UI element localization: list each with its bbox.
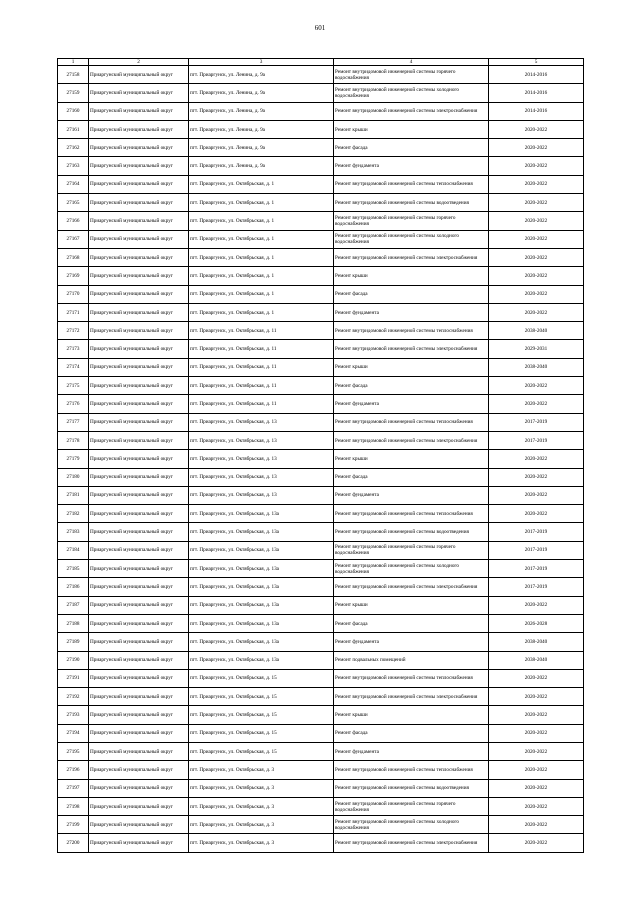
address-cell: пгт. Приаргунск, ул. Октябрьская, д. 15	[189, 688, 334, 706]
work-type-cell: Ремонт внутридомовой инженерной системы электроснабжения	[334, 102, 489, 120]
address-cell: пгт. Приаргунск, ул. Октябрьская, д. 3	[189, 816, 334, 834]
address-cell: пгт. Приаргунск, ул. Октябрьская, д. 1	[189, 303, 334, 321]
table-row	[58, 194, 584, 212]
address-cell: пгт. Приаргунск, ул. Октябрьская, д. 13а	[189, 633, 334, 651]
work-type-cell: Ремонт внутридомовой инженерной системы холодного водоснабжения	[334, 816, 489, 834]
table-row	[58, 157, 584, 175]
row-number-cell: 27167	[58, 230, 89, 248]
column-header-5: 5	[489, 59, 584, 66]
row-number-cell: 27177	[58, 413, 89, 431]
row-number-cell: 27193	[58, 706, 89, 724]
row-number-cell: 27184	[58, 541, 89, 559]
work-type-cell: Ремонт подвальных помещений	[334, 651, 489, 669]
row-number-cell: 27183	[58, 523, 89, 541]
address-cell: пгт. Приаргунск, ул. Октябрьская, д. 3	[189, 797, 334, 815]
table-row	[58, 742, 584, 760]
work-type-cell: Ремонт внутридомовой инженерной системы электроснабжения	[334, 578, 489, 596]
table-header-row	[58, 59, 584, 66]
period-cell: 2020-2022	[489, 505, 584, 523]
period-cell: 2020-2022	[489, 212, 584, 230]
municipality-cell: Приаргунский муниципальный округ	[89, 797, 189, 815]
municipality-cell: Приаргунский муниципальный округ	[89, 761, 189, 779]
work-type-cell: Ремонт внутридомовой инженерной системы теплоснабжения	[334, 505, 489, 523]
municipality-cell: Приаргунский муниципальный округ	[89, 523, 189, 541]
row-number-cell: 27185	[58, 560, 89, 578]
period-cell: 2020-2022	[489, 834, 584, 852]
row-number-cell: 27199	[58, 816, 89, 834]
period-cell: 2020-2022	[489, 742, 584, 760]
row-number-cell: 27194	[58, 724, 89, 742]
work-type-cell: Ремонт фундамента	[334, 486, 489, 504]
column-header-2: 2	[89, 59, 189, 66]
municipality-cell: Приаргунский муниципальный округ	[89, 212, 189, 230]
work-type-cell: Ремонт внутридомовой инженерной системы теплоснабжения	[334, 413, 489, 431]
work-type-cell: Ремонт внутридомовой инженерной системы холодного водоснабжения	[334, 84, 489, 102]
work-type-cell: Ремонт внутридомовой инженерной системы теплоснабжения	[334, 322, 489, 340]
row-number-cell: 27178	[58, 431, 89, 449]
work-type-cell: Ремонт фундамента	[334, 742, 489, 760]
table-row	[58, 267, 584, 285]
address-cell: пгт. Приаргунск, ул. Октябрьская, д. 13а	[189, 560, 334, 578]
period-cell: 2020-2022	[489, 596, 584, 614]
work-type-cell: Ремонт внутридомовой инженерной системы теплоснабжения	[334, 175, 489, 193]
row-number-cell: 27197	[58, 779, 89, 797]
work-type-cell: Ремонт фасада	[334, 377, 489, 395]
table-row	[58, 303, 584, 321]
period-cell: 2017-2019	[489, 413, 584, 431]
address-cell: пгт. Приаргунск, ул. Октябрьская, д. 13	[189, 468, 334, 486]
table-row	[58, 120, 584, 138]
period-cell: 2020-2022	[489, 761, 584, 779]
municipality-cell: Приаргунский муниципальный округ	[89, 560, 189, 578]
table-row	[58, 322, 584, 340]
work-type-cell: Ремонт внутридомовой инженерной системы горячего водоснабжения	[334, 541, 489, 559]
row-number-cell: 27169	[58, 267, 89, 285]
municipality-cell: Приаргунский муниципальный округ	[89, 486, 189, 504]
municipality-cell: Приаргунский муниципальный округ	[89, 157, 189, 175]
row-number-cell: 27173	[58, 340, 89, 358]
address-cell: пгт. Приаргунск, ул. Ленина, д. 9а	[189, 102, 334, 120]
table-row	[58, 706, 584, 724]
row-number-cell: 27175	[58, 377, 89, 395]
work-type-cell: Ремонт фасада	[334, 614, 489, 632]
address-cell: пгт. Приаргунск, ул. Октябрьская, д. 1	[189, 175, 334, 193]
municipality-cell: Приаргунский муниципальный округ	[89, 84, 189, 102]
table-row	[58, 633, 584, 651]
municipality-cell: Приаргунский муниципальный округ	[89, 413, 189, 431]
row-number-cell: 27164	[58, 175, 89, 193]
table-row	[58, 816, 584, 834]
row-number-cell: 27195	[58, 742, 89, 760]
address-cell: пгт. Приаргунск, ул. Октябрьская, д. 15	[189, 706, 334, 724]
municipality-cell: Приаргунский муниципальный округ	[89, 358, 189, 376]
row-number-cell: 27182	[58, 505, 89, 523]
row-number-cell: 27187	[58, 596, 89, 614]
work-type-cell: Ремонт внутридомовой инженерной системы электроснабжения	[334, 431, 489, 449]
row-number-cell: 27162	[58, 139, 89, 157]
row-number-cell: 27191	[58, 669, 89, 687]
work-type-cell: Ремонт внутридомовой инженерной системы электроснабжения	[334, 834, 489, 852]
address-cell: пгт. Приаргунск, ул. Октябрьская, д. 13а	[189, 505, 334, 523]
period-cell: 2038-2040	[489, 651, 584, 669]
column-header-4: 4	[334, 59, 489, 66]
work-type-cell: Ремонт крыши	[334, 596, 489, 614]
period-cell: 2020-2022	[489, 706, 584, 724]
table-row	[58, 724, 584, 742]
period-cell: 2020-2022	[489, 669, 584, 687]
address-cell: пгт. Приаргунск, ул. Октябрьская, д. 11	[189, 340, 334, 358]
period-cell: 2017-2019	[489, 578, 584, 596]
period-cell: 2020-2022	[489, 779, 584, 797]
table-row	[58, 395, 584, 413]
work-type-cell: Ремонт внутридомовой инженерной системы горячего водоснабжения	[334, 797, 489, 815]
table-row	[58, 84, 584, 102]
row-number-cell: 27170	[58, 285, 89, 303]
period-cell: 2020-2022	[489, 724, 584, 742]
table-row	[58, 779, 584, 797]
row-number-cell: 27192	[58, 688, 89, 706]
table-row	[58, 541, 584, 559]
work-type-cell: Ремонт внутридомовой инженерной системы холодного водоснабжения	[334, 230, 489, 248]
period-cell: 2020-2022	[489, 194, 584, 212]
municipality-cell: Приаргунский муниципальный округ	[89, 66, 189, 84]
work-type-cell: Ремонт внутридомовой инженерной системы водоотведения	[334, 523, 489, 541]
municipality-cell: Приаргунский муниципальный округ	[89, 139, 189, 157]
row-number-cell: 27176	[58, 395, 89, 413]
municipality-cell: Приаргунский муниципальный округ	[89, 468, 189, 486]
period-cell: 2029-2031	[489, 340, 584, 358]
municipality-cell: Приаргунский муниципальный округ	[89, 248, 189, 266]
row-number-cell: 27181	[58, 486, 89, 504]
work-type-cell: Ремонт фундамента	[334, 633, 489, 651]
period-cell: 2020-2022	[489, 486, 584, 504]
table-row	[58, 212, 584, 230]
municipality-cell: Приаргунский муниципальный округ	[89, 267, 189, 285]
period-cell: 2020-2022	[489, 230, 584, 248]
period-cell: 2017-2019	[489, 431, 584, 449]
address-cell: пгт. Приаргунск, ул. Октябрьская, д. 13а	[189, 578, 334, 596]
municipality-cell: Приаргунский муниципальный округ	[89, 541, 189, 559]
table-row	[58, 175, 584, 193]
address-cell: пгт. Приаргунск, ул. Октябрьская, д. 1	[189, 267, 334, 285]
work-type-cell: Ремонт внутридомовой инженерной системы электроснабжения	[334, 688, 489, 706]
work-type-cell: Ремонт внутридомовой инженерной системы электроснабжения	[334, 248, 489, 266]
table-row	[58, 139, 584, 157]
municipality-cell: Приаргунский муниципальный округ	[89, 706, 189, 724]
period-cell: 2020-2022	[489, 285, 584, 303]
work-type-cell: Ремонт фасада	[334, 724, 489, 742]
table-row	[58, 102, 584, 120]
work-type-cell: Ремонт фасада	[334, 139, 489, 157]
municipality-cell: Приаргунский муниципальный округ	[89, 724, 189, 742]
work-type-cell: Ремонт внутридомовой инженерной системы водоотведения	[334, 779, 489, 797]
table-row	[58, 450, 584, 468]
work-type-cell: Ремонт крыши	[334, 267, 489, 285]
municipality-cell: Приаргунский муниципальный округ	[89, 175, 189, 193]
municipality-cell: Приаргунский муниципальный округ	[89, 669, 189, 687]
period-cell: 2020-2022	[489, 175, 584, 193]
address-cell: пгт. Приаргунск, ул. Октябрьская, д. 13а	[189, 614, 334, 632]
address-cell: пгт. Приаргунск, ул. Октябрьская, д. 15	[189, 669, 334, 687]
municipality-cell: Приаргунский муниципальный округ	[89, 395, 189, 413]
address-cell: пгт. Приаргунск, ул. Октябрьская, д. 15	[189, 742, 334, 760]
table-row	[58, 431, 584, 449]
period-cell: 2020-2022	[489, 395, 584, 413]
municipality-cell: Приаргунский муниципальный округ	[89, 596, 189, 614]
row-number-cell: 27200	[58, 834, 89, 852]
municipality-cell: Приаргунский муниципальный округ	[89, 688, 189, 706]
period-cell: 2020-2022	[489, 157, 584, 175]
municipality-cell: Приаргунский муниципальный округ	[89, 450, 189, 468]
municipality-cell: Приаргунский муниципальный округ	[89, 285, 189, 303]
address-cell: пгт. Приаргунск, ул. Октябрьская, д. 15	[189, 724, 334, 742]
period-cell: 2020-2022	[489, 248, 584, 266]
table-row	[58, 377, 584, 395]
period-cell: 2017-2019	[489, 541, 584, 559]
period-cell: 2038-2040	[489, 322, 584, 340]
table-row	[58, 413, 584, 431]
row-number-cell: 27180	[58, 468, 89, 486]
table-row	[58, 688, 584, 706]
column-header-3: 3	[189, 59, 334, 66]
municipality-cell: Приаргунский муниципальный округ	[89, 742, 189, 760]
table-row	[58, 834, 584, 852]
table-row	[58, 761, 584, 779]
municipality-cell: Приаргунский муниципальный округ	[89, 834, 189, 852]
address-cell: пгт. Приаргунск, ул. Октябрьская, д. 13	[189, 413, 334, 431]
municipality-cell: Приаргунский муниципальный округ	[89, 816, 189, 834]
municipality-cell: Приаргунский муниципальный округ	[89, 194, 189, 212]
row-number-cell: 27163	[58, 157, 89, 175]
period-cell: 2038-2040	[489, 358, 584, 376]
table-row	[58, 578, 584, 596]
address-cell: пгт. Приаргунск, ул. Октябрьская, д. 1	[189, 230, 334, 248]
period-cell: 2020-2022	[489, 468, 584, 486]
work-type-cell: Ремонт внутридомовой инженерной системы водоотведения	[334, 194, 489, 212]
address-cell: пгт. Приаргунск, ул. Октябрьская, д. 3	[189, 779, 334, 797]
row-number-cell: 27159	[58, 84, 89, 102]
table-row	[58, 340, 584, 358]
address-cell: пгт. Приаргунск, ул. Ленина, д. 9а	[189, 84, 334, 102]
period-cell: 2017-2019	[489, 523, 584, 541]
table-row	[58, 505, 584, 523]
municipality-cell: Приаргунский муниципальный округ	[89, 578, 189, 596]
work-type-cell: Ремонт внутридомовой инженерной системы холодного водоснабжения	[334, 560, 489, 578]
address-cell: пгт. Приаргунск, ул. Ленина, д. 9а	[189, 157, 334, 175]
work-type-cell: Ремонт внутридомовой инженерной системы горячего водоснабжения	[334, 66, 489, 84]
period-cell: 2020-2022	[489, 139, 584, 157]
municipality-cell: Приаргунский муниципальный округ	[89, 431, 189, 449]
work-type-cell: Ремонт крыши	[334, 706, 489, 724]
table-row	[58, 248, 584, 266]
row-number-cell: 27171	[58, 303, 89, 321]
table-row	[58, 230, 584, 248]
work-type-cell: Ремонт крыши	[334, 120, 489, 138]
municipality-cell: Приаргунский муниципальный округ	[89, 779, 189, 797]
address-cell: пгт. Приаргунск, ул. Октябрьская, д. 13а	[189, 541, 334, 559]
address-cell: пгт. Приаргунск, ул. Октябрьская, д. 11	[189, 358, 334, 376]
municipality-cell: Приаргунский муниципальный округ	[89, 505, 189, 523]
address-cell: пгт. Приаргунск, ул. Октябрьская, д. 13а	[189, 596, 334, 614]
table-row	[58, 486, 584, 504]
work-type-cell: Ремонт внутридомовой инженерной системы теплоснабжения	[334, 761, 489, 779]
table-row	[58, 669, 584, 687]
table-row	[58, 651, 584, 669]
address-cell: пгт. Приаргунск, ул. Октябрьская, д. 1	[189, 248, 334, 266]
work-type-cell: Ремонт фундамента	[334, 303, 489, 321]
address-cell: пгт. Приаргунск, ул. Октябрьская, д. 13	[189, 431, 334, 449]
table-row	[58, 468, 584, 486]
address-cell: пгт. Приаргунск, ул. Октябрьская, д. 13	[189, 486, 334, 504]
municipality-cell: Приаргунский муниципальный округ	[89, 230, 189, 248]
table-row	[58, 285, 584, 303]
row-number-cell: 27165	[58, 194, 89, 212]
period-cell: 2014-2016	[489, 66, 584, 84]
work-type-cell: Ремонт крыши	[334, 358, 489, 376]
period-cell: 2014-2016	[489, 84, 584, 102]
municipality-cell: Приаргунский муниципальный округ	[89, 651, 189, 669]
address-cell: пгт. Приаргунск, ул. Октябрьская, д. 1	[189, 194, 334, 212]
period-cell: 2038-2040	[489, 633, 584, 651]
address-cell: пгт. Приаргунск, ул. Октябрьская, д. 13а	[189, 651, 334, 669]
municipality-cell: Приаргунский муниципальный округ	[89, 102, 189, 120]
row-number-cell: 27179	[58, 450, 89, 468]
period-cell: 2026-2028	[489, 614, 584, 632]
address-cell: пгт. Приаргунск, ул. Октябрьская, д. 13а	[189, 523, 334, 541]
row-number-cell: 27161	[58, 120, 89, 138]
row-number-cell: 27188	[58, 614, 89, 632]
period-cell: 2020-2022	[489, 120, 584, 138]
period-cell: 2020-2022	[489, 816, 584, 834]
municipality-cell: Приаргунский муниципальный округ	[89, 340, 189, 358]
address-cell: пгт. Приаргунск, ул. Ленина, д. 9а	[189, 139, 334, 157]
municipality-cell: Приаргунский муниципальный округ	[89, 633, 189, 651]
work-type-cell: Ремонт внутридомовой инженерной системы теплоснабжения	[334, 669, 489, 687]
work-type-cell: Ремонт внутридомовой инженерной системы электроснабжения	[334, 340, 489, 358]
period-cell: 2020-2022	[489, 303, 584, 321]
table-body	[58, 66, 584, 853]
address-cell: пгт. Приаргунск, ул. Октябрьская, д. 3	[189, 834, 334, 852]
work-type-cell: Ремонт внутридомовой инженерной системы горячего водоснабжения	[334, 212, 489, 230]
period-cell: 2020-2022	[489, 688, 584, 706]
work-type-cell: Ремонт фундамента	[334, 157, 489, 175]
period-cell: 2020-2022	[489, 267, 584, 285]
municipality-cell: Приаргунский муниципальный округ	[89, 377, 189, 395]
work-type-cell: Ремонт фасада	[334, 468, 489, 486]
address-cell: пгт. Приаргунск, ул. Октябрьская, д. 11	[189, 377, 334, 395]
period-cell: 2020-2022	[489, 450, 584, 468]
table-row	[58, 66, 584, 84]
column-header-1: 1	[58, 59, 89, 66]
period-cell: 2020-2022	[489, 377, 584, 395]
table-row	[58, 560, 584, 578]
row-number-cell: 27189	[58, 633, 89, 651]
row-number-cell: 27196	[58, 761, 89, 779]
work-type-cell: Ремонт фасада	[334, 285, 489, 303]
table-row	[58, 358, 584, 376]
municipality-cell: Приаргунский муниципальный округ	[89, 322, 189, 340]
row-number-cell: 27168	[58, 248, 89, 266]
row-number-cell: 27174	[58, 358, 89, 376]
municipality-cell: Приаргунский муниципальный округ	[89, 614, 189, 632]
period-cell: 2020-2022	[489, 797, 584, 815]
table-row	[58, 614, 584, 632]
table-row	[58, 596, 584, 614]
address-cell: пгт. Приаргунск, ул. Октябрьская, д. 13	[189, 450, 334, 468]
address-cell: пгт. Приаргунск, ул. Октябрьская, д. 11	[189, 395, 334, 413]
municipality-cell: Приаргунский муниципальный округ	[89, 303, 189, 321]
address-cell: пгт. Приаргунск, ул. Октябрьская, д. 1	[189, 212, 334, 230]
address-cell: пгт. Приаргунск, ул. Октябрьская, д. 3	[189, 761, 334, 779]
address-cell: пгт. Приаргунск, ул. Октябрьская, д. 11	[189, 322, 334, 340]
row-number-cell: 27158	[58, 66, 89, 84]
row-number-cell: 27172	[58, 322, 89, 340]
row-number-cell: 27190	[58, 651, 89, 669]
address-cell: пгт. Приаргунск, ул. Ленина, д. 9а	[189, 66, 334, 84]
table-row	[58, 523, 584, 541]
table-row	[58, 797, 584, 815]
repair-schedule-table	[57, 58, 584, 853]
page-number: 601	[314, 24, 326, 32]
address-cell: пгт. Приаргунск, ул. Ленина, д. 9а	[189, 120, 334, 138]
municipality-cell: Приаргунский муниципальный округ	[89, 120, 189, 138]
row-number-cell: 27166	[58, 212, 89, 230]
row-number-cell: 27186	[58, 578, 89, 596]
work-type-cell: Ремонт крыши	[334, 450, 489, 468]
address-cell: пгт. Приаргунск, ул. Октябрьская, д. 1	[189, 285, 334, 303]
period-cell: 2014-2016	[489, 102, 584, 120]
period-cell: 2017-2019	[489, 560, 584, 578]
row-number-cell: 27160	[58, 102, 89, 120]
row-number-cell: 27198	[58, 797, 89, 815]
work-type-cell: Ремонт фундамента	[334, 395, 489, 413]
